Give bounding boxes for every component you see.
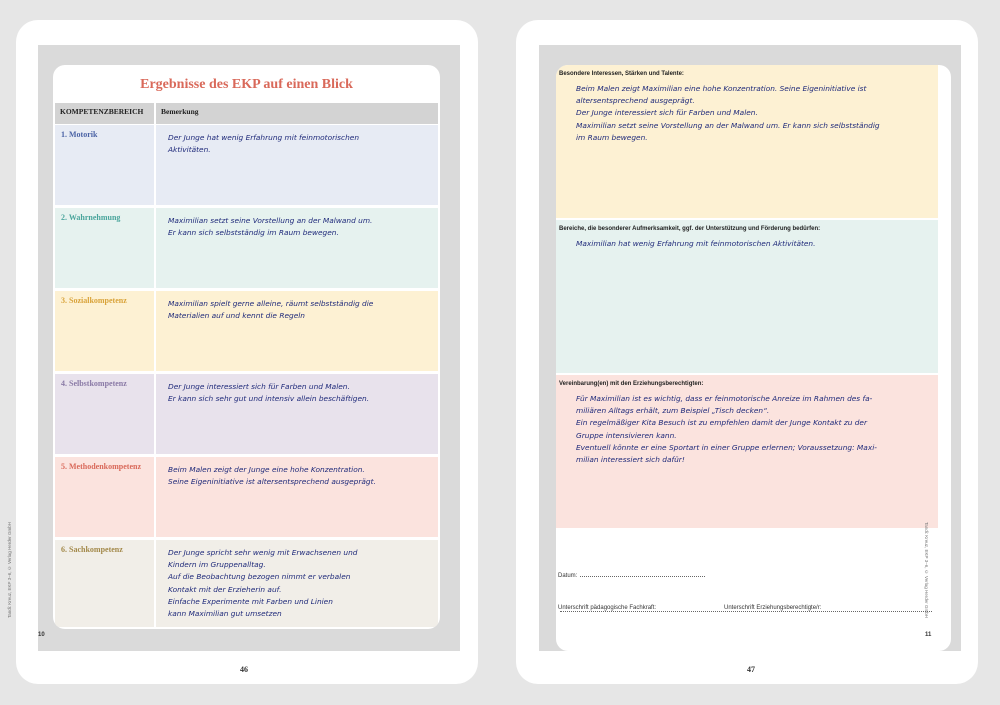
column-header-remark: Bemerkung — [161, 107, 199, 116]
competence-row — [55, 457, 438, 537]
remark-line: kann Maximilian gut umsetzen — [168, 609, 282, 619]
section-line: Maximilian setzt seine Vorstellung an der Malwand um. Er kann sich selbstständig — [576, 120, 880, 130]
section-line: Für Maximilian ist es wichtig, dass er feinmotorische Anreize im Rahmen des fa- — [576, 394, 873, 403]
signature-educator: Unterschrift pädagogische Fachkraft: — [558, 605, 657, 611]
remark-line: Der Junge interessiert sich für Farben und Malen. — [168, 382, 350, 391]
competence-remark — [156, 291, 438, 371]
competence-label: 3. Sozialkompetenz — [55, 291, 156, 371]
competence-row — [55, 125, 438, 205]
remark-line: Der Junge spricht sehr wenig mit Erwachsenen und — [168, 548, 358, 557]
section-line: miliären Alltags erhält, zum Beispiel „Tisch decken“. — [576, 406, 770, 416]
competence-row — [55, 291, 438, 371]
remark-line: Der Junge hat wenig Erfahrung mit feinmotorischen — [168, 133, 360, 142]
section-text — [556, 83, 938, 144]
signature-line — [560, 611, 932, 612]
competence-remark — [156, 125, 438, 205]
notes-section — [556, 220, 938, 373]
page-title: Ergebnisse des EKP auf einen Blick — [140, 77, 353, 92]
section-line: Beim Malen zeigt Maximilian eine hohe Konzentration. Seine Eigeninitiative ist — [576, 84, 867, 93]
page-number: 47 — [747, 665, 755, 674]
notes-section — [556, 65, 938, 218]
section-line: Gruppe intensivieren kann. — [576, 430, 677, 440]
date-label: Datum: — [558, 573, 578, 579]
remark-line: Beim Malen zeigt der Junge eine hohe Konzentration. — [168, 465, 365, 474]
section-text — [556, 393, 938, 466]
section-line: Maximilian hat wenig Erfahrung mit feinmotorischen Aktivitäten. — [576, 239, 816, 248]
competence-label: 4. Selbstkompetenz — [55, 374, 156, 454]
remark-line: Er kann sich sehr gut und intensiv allein beschäftigen. — [168, 394, 370, 404]
remark-line: Maximilian spielt gerne alleine, räumt selbstständig die — [168, 299, 374, 308]
section-line: im Raum bewegen. — [576, 132, 648, 142]
section-line: altersentsprechend ausgeprägt. — [576, 96, 695, 106]
notes-card — [556, 65, 951, 651]
competence-label: 2. Wahrnehmung — [55, 208, 156, 288]
remark-line: Kontakt mit der Erzieherin auf. — [168, 584, 282, 594]
remark-line: Materialien auf und kennt die Regeln — [168, 311, 305, 321]
corner-number: 10 — [38, 632, 45, 638]
right-sheet — [539, 45, 961, 651]
date-line — [558, 573, 705, 579]
competence-remark — [156, 540, 438, 627]
corner-number: 11 — [925, 632, 932, 638]
competence-row — [55, 208, 438, 288]
section-line: Der Junge interessiert sich für Farben und Malen. — [576, 108, 758, 118]
section-line: milian interessiert sich dafür! — [576, 455, 685, 465]
remark-line: Aktivitäten. — [168, 145, 211, 155]
competence-label: 1. Motorik — [55, 125, 156, 205]
column-header-area: KOMPETENZBEREICH — [55, 103, 156, 124]
competence-label: 6. Sachkompetenz — [55, 540, 156, 627]
competence-remark — [156, 208, 438, 288]
left-page — [16, 20, 478, 684]
remark-line: Maximilian setzt seine Vorstellung an der Malwand um. — [168, 216, 373, 225]
remark-line: Seine Eigeninitiative ist altersentsprechend ausgeprägt. — [168, 477, 376, 487]
table-header — [55, 103, 438, 124]
competence-row — [55, 540, 438, 627]
section-label: Besondere Interessen, Stärken und Talente: — [559, 71, 684, 77]
remark-line: Einfache Experimente mit Farben und Linien — [168, 596, 333, 606]
left-sheet — [38, 45, 460, 651]
section-line: Eventuell könnte er eine Sportart in einer Gruppe erlernen; Voraussetzung: Maxi- — [576, 442, 877, 452]
spine-text: Tandi: Kreuz, EKP 3–6, © Verlag Herder GmbH — [924, 522, 929, 618]
section-text — [556, 238, 938, 250]
signature-guardian: Unterschrift Erziehungsberechtigte/r: — [724, 605, 822, 611]
section-line: Ein regelmäßiger Kita Besuch ist zu empfehlen damit der Junge Kontakt zu der — [576, 418, 868, 428]
remark-line: Auf die Beobachtung bezogen nimmt er verbalen — [168, 572, 351, 582]
competence-remark — [156, 374, 438, 454]
page-number: 46 — [240, 665, 248, 674]
right-page — [516, 20, 978, 684]
competence-row — [55, 374, 438, 454]
remark-line: Kindern im Gruppenalltag. — [168, 560, 266, 570]
results-card — [53, 65, 440, 629]
competence-label: 5. Methodenkompetenz — [55, 457, 156, 537]
section-label: Vereinbarung(en) mit den Erziehungsberechtigten: — [559, 381, 704, 387]
notes-section — [556, 375, 938, 528]
competence-remark — [156, 457, 438, 537]
remark-line: Er kann sich selbstständig im Raum bewegen. — [168, 228, 339, 238]
spine-text: Tandi: Kreuz, EKP 3–6, © Verlag Herder GmbH — [7, 522, 12, 618]
section-label: Bereiche, die besonderer Aufmerksamkeit, ggf. der Unterstützung und Förderung bedürfen: — [559, 226, 821, 232]
